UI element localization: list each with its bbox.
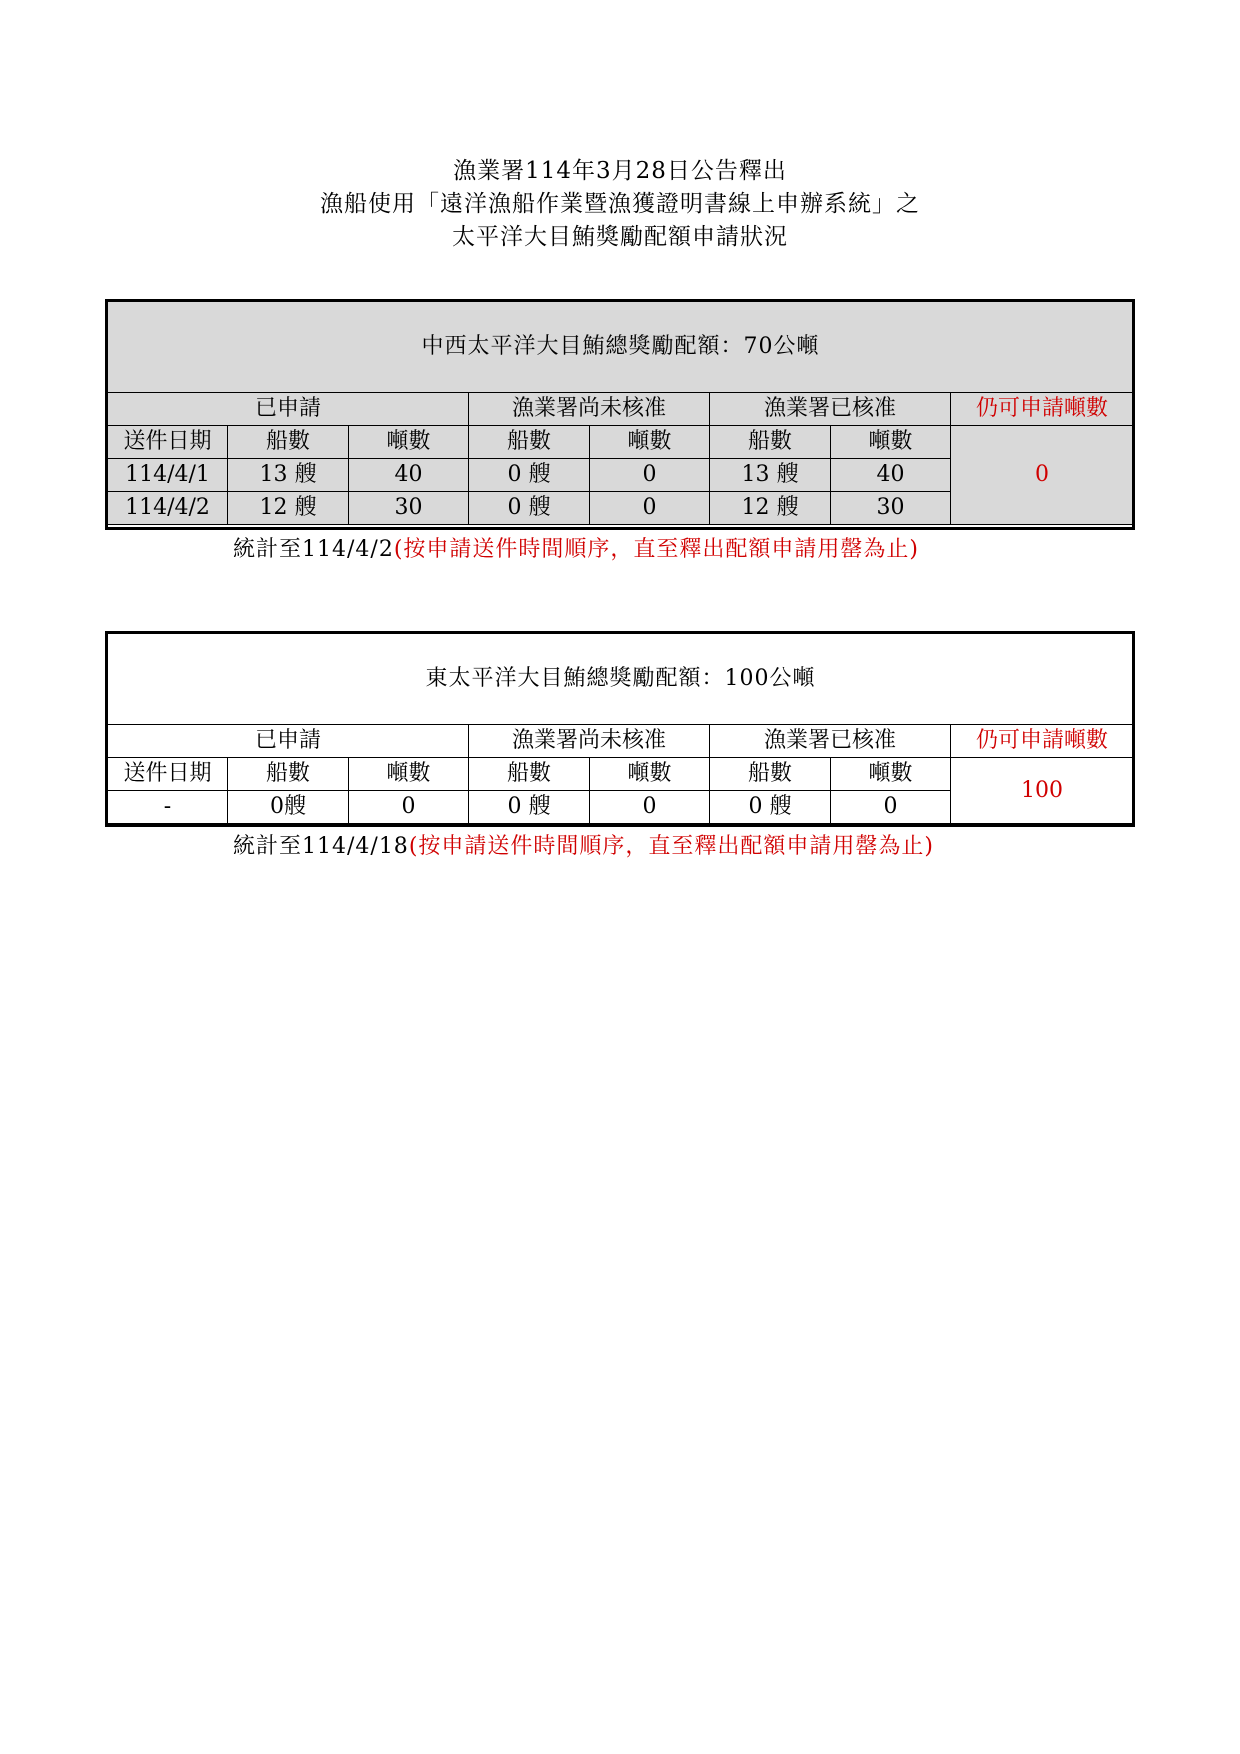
col-header-date: 送件日期 xyxy=(108,426,228,459)
note-condition: (按申請送件時間順序，直至釋出配額申請用罄為止) xyxy=(408,834,934,859)
row-approved-tons: 30 xyxy=(831,492,951,525)
row-approved-vessels: 13 艘 xyxy=(710,459,831,492)
row-applied-vessels: 12 艘 xyxy=(228,492,349,525)
col-header-approved-tons: 噸數 xyxy=(831,426,951,459)
col-header-approved-vessels: 船數 xyxy=(710,426,831,459)
row-pending-tons: 0 xyxy=(590,492,710,525)
col-header-applied-tons: 噸數 xyxy=(349,426,469,459)
remaining-value: 100 xyxy=(951,758,1134,824)
remaining-value: 0 xyxy=(951,426,1134,525)
col-header-date: 送件日期 xyxy=(108,758,228,791)
col-header-applied-vessels: 船數 xyxy=(228,426,349,459)
row-pending-tons: 0 xyxy=(590,459,710,492)
group-header-pending: 漁業署尚未核准 xyxy=(469,393,710,426)
group-header-remaining: 仍可申請噸數 xyxy=(951,393,1134,426)
note-condition: (按申請送件時間順序，直至釋出配額申請用罄為止) xyxy=(393,537,919,562)
row-applied-tons: 40 xyxy=(349,459,469,492)
wcpo-quota-table xyxy=(107,301,1134,525)
row-applied-tons: 0 xyxy=(349,791,469,824)
row-applied-vessels: 13 艘 xyxy=(228,459,349,492)
group-header-approved: 漁業署已核准 xyxy=(710,393,951,426)
col-header-applied-tons: 噸數 xyxy=(349,758,469,791)
group-header-approved: 漁業署已核准 xyxy=(710,725,951,758)
row-approved-vessels: 12 艘 xyxy=(710,492,831,525)
col-header-approved-tons: 噸數 xyxy=(831,758,951,791)
col-header-pending-vessels: 船數 xyxy=(469,758,590,791)
row-pending-vessels: 0 艘 xyxy=(469,492,590,525)
row-approved-tons: 40 xyxy=(831,459,951,492)
row-pending-vessels: 0 艘 xyxy=(469,791,590,824)
col-header-pending-tons: 噸數 xyxy=(590,758,710,791)
col-header-pending-vessels: 船數 xyxy=(469,426,590,459)
page-title-block xyxy=(0,155,1240,254)
group-header-remaining: 仍可申請噸數 xyxy=(951,725,1134,758)
title-line-1: 漁業署114年3月28日公告釋出 xyxy=(453,158,787,184)
row-approved-tons: 0 xyxy=(831,791,951,824)
wcpo-table-note xyxy=(233,532,919,563)
row-pending-tons: 0 xyxy=(590,791,710,824)
row-date: - xyxy=(108,791,228,824)
group-header-applied: 已申請 xyxy=(108,725,469,758)
row-date: 114/4/2 xyxy=(108,492,228,525)
row-date: 114/4/1 xyxy=(108,459,228,492)
title-line-2: 漁船使用「遠洋漁船作業暨漁獲證明書線上申辦系統」之 xyxy=(320,191,920,217)
epo-table-note xyxy=(233,829,934,860)
row-approved-vessels: 0 艘 xyxy=(710,791,831,824)
note-date: 統計至114/4/18 xyxy=(233,834,409,859)
title-line-3: 太平洋大目鮪獎勵配額申請狀況 xyxy=(452,224,788,250)
table-caption: 東太平洋大目鮪總獎勵配額：100公噸 xyxy=(108,634,1134,725)
table-caption: 中西太平洋大目鮪總獎勵配額：70公噸 xyxy=(108,302,1134,393)
group-header-applied: 已申請 xyxy=(108,393,469,426)
col-header-approved-vessels: 船數 xyxy=(710,758,831,791)
col-header-applied-vessels: 船數 xyxy=(228,758,349,791)
note-date: 統計至114/4/2 xyxy=(233,537,394,562)
row-applied-tons: 30 xyxy=(349,492,469,525)
col-header-pending-tons: 噸數 xyxy=(590,426,710,459)
row-applied-vessels: 0艘 xyxy=(228,791,349,824)
group-header-pending: 漁業署尚未核准 xyxy=(469,725,710,758)
row-pending-vessels: 0 艘 xyxy=(469,459,590,492)
epo-quota-table xyxy=(107,633,1134,824)
